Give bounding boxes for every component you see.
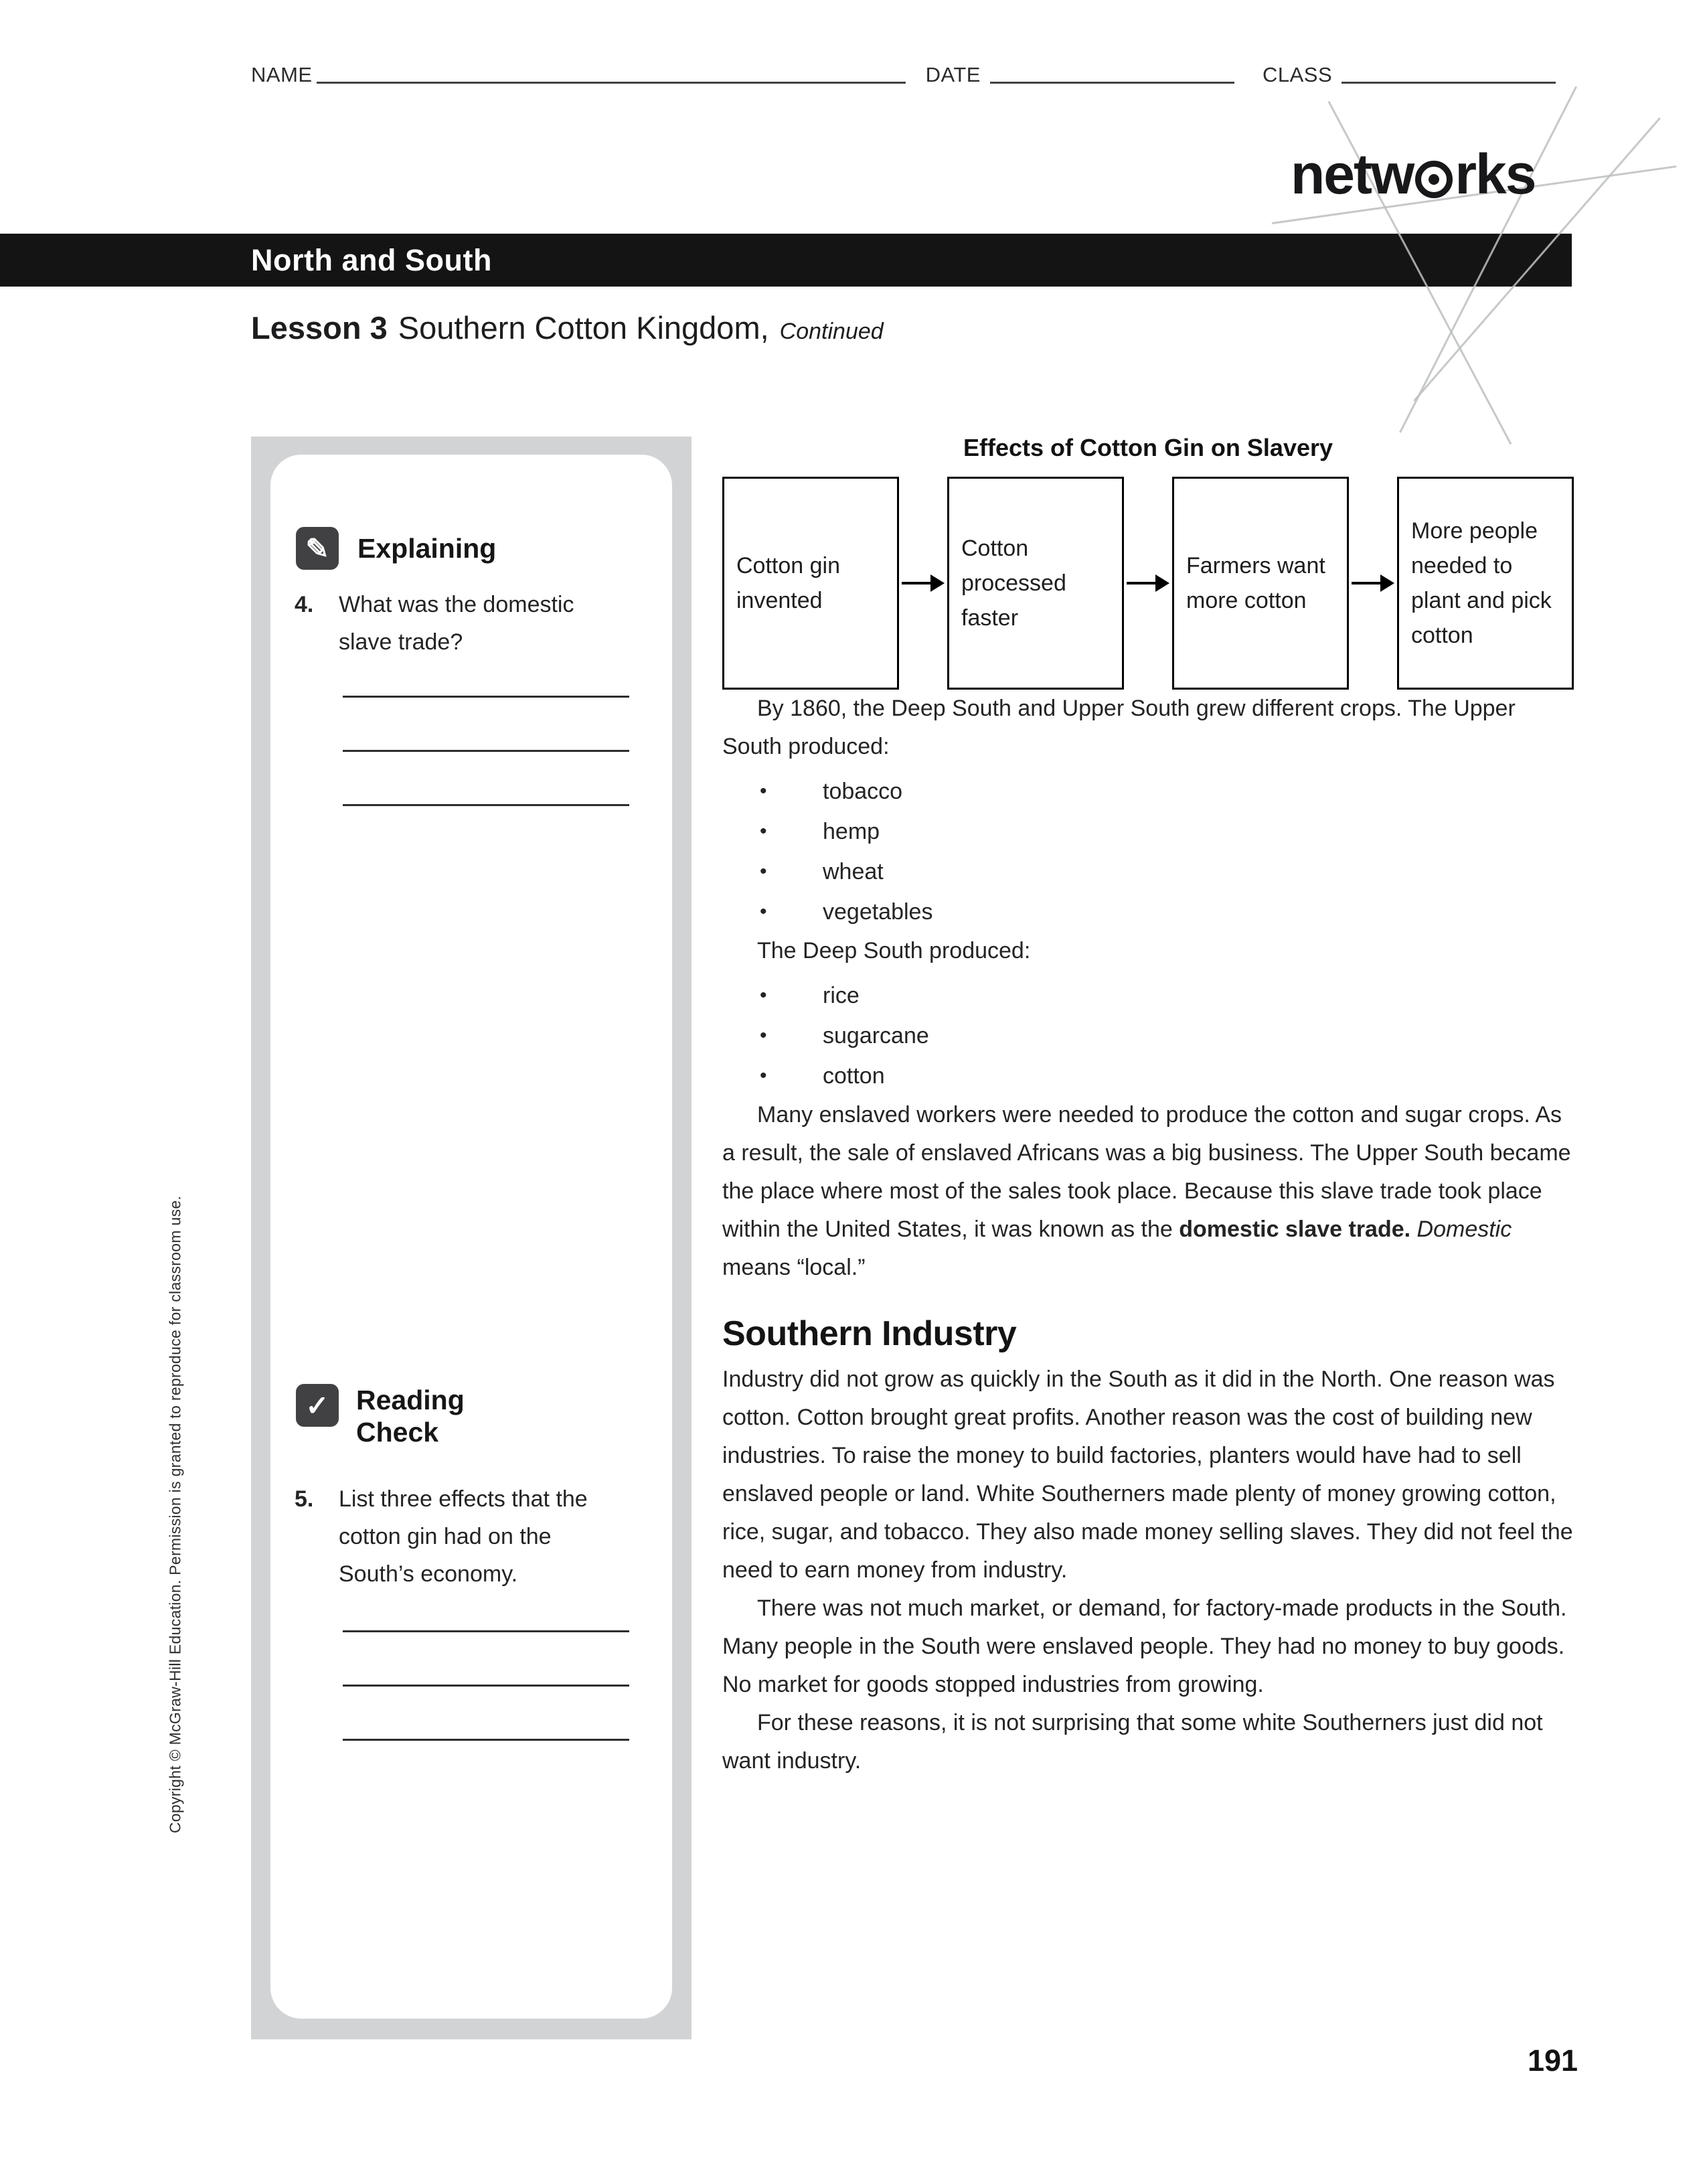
lesson-continued-label: Continued: [779, 319, 884, 344]
logo-disc-icon: [1415, 161, 1453, 198]
paragraph-industry-growth: Industry did not grow as quickly in the South as it did in the North. One reason was cotton. Cotton brought great profits. Another reason was the cost of building new industries. To raise the money to build factories, planters would have had to sell enslaved people or land. White Southerners made plenty of money growing cotton, rice, sugar, and tobacco. They also made money selling slaves. They did not feel the need to earn money from industry.: [722, 1367, 1573, 1583]
checkmark-icon: ✓: [296, 1384, 339, 1427]
list-item: • vegetables: [760, 892, 1574, 932]
upper-south-crops-list: [722, 771, 1574, 932]
main-content: [722, 434, 1574, 1780]
chapter-title: North and South: [251, 242, 492, 277]
lesson-number: Lesson 3: [251, 310, 388, 345]
section-heading-southern-industry: Southern Industry: [722, 1314, 1017, 1353]
list-item: • cotton: [760, 1056, 1574, 1096]
list-item: • rice: [760, 976, 1574, 1016]
answer-blank-line: [343, 1578, 629, 1632]
copyright-notice: Copyright © McGraw-Hill Education. Permission is granted to reproduce for classroom use.: [166, 1195, 184, 1834]
paragraph-no-market: There was not much market, or demand, for factory-made products in the South. Many people in the South were enslaved people. They had no money to buy goods. No market for goods stopped industries from growing.: [722, 1595, 1567, 1697]
flowchart-box-4-text: More people needed to plant and pick cotton: [1411, 518, 1552, 648]
flowchart-arrow-icon: [1124, 477, 1172, 690]
question-5-text: List three effects that the cotton gin had on the South’s economy.: [339, 1486, 588, 1587]
flowchart-box-1-text: Cotton gin invented: [736, 553, 840, 613]
paragraph-by-1860: By 1860, the Deep South and Upper South grew different crops. The Upper South produced:: [722, 696, 1516, 759]
answer-blank-line: [343, 643, 629, 698]
list-item: • sugarcane: [760, 1016, 1574, 1056]
flowchart-box-2-text: Cotton processed faster: [961, 536, 1066, 631]
header-fill-in-line: [251, 64, 1568, 86]
lesson-heading: [251, 309, 884, 346]
flowchart-box-3-text: Farmers want more cotton: [1186, 553, 1325, 613]
flowchart-box-3: [1172, 477, 1349, 690]
flowchart-box-4: [1397, 477, 1574, 690]
name-blank-line: [317, 82, 906, 84]
lesson-title: Southern Cotton Kingdom,: [398, 310, 769, 345]
reading-check-title-line1: Reading: [356, 1385, 465, 1415]
class-label: CLASS: [1262, 63, 1333, 86]
bold-term-domestic-slave-trade: domestic slave trade.: [1179, 1217, 1411, 1242]
flowchart-box-2: [947, 477, 1124, 690]
flowchart-box-1: [722, 477, 899, 690]
class-blank-line: [1342, 82, 1556, 84]
answer-blank-line: [343, 698, 629, 752]
logo-text-right: rks: [1455, 143, 1536, 206]
question-4-answer-lines: [343, 643, 629, 806]
deep-south-crops-list: [722, 976, 1574, 1096]
logo-text-left: netw: [1291, 143, 1414, 206]
list-item: • tobacco: [760, 771, 1574, 811]
flowchart-title: Effects of Cotton Gin on Slavery: [963, 434, 1333, 461]
paragraph-conclusion: For these reasons, it is not surprising that some white Southerners just did not want industry.: [722, 1710, 1543, 1774]
sidebar-card: [270, 455, 672, 2019]
paragraph-text: Many enslaved workers were needed to produce the cotton and sugar crops. As a result, the sale of enslaved Africans was a big business. The Upper South became the place where most of the sales took place. Because this slave trade took place within the United States, it was known as the: [722, 1102, 1571, 1242]
flowchart-arrow-icon: [899, 477, 947, 690]
paragraph-text: means “local.”: [722, 1255, 866, 1280]
paragraph-domestic-slave-trade: [722, 1096, 1574, 1287]
question-4-number: 4.: [295, 592, 314, 617]
explaining-header: [296, 527, 496, 570]
question-5-number: 5.: [295, 1486, 314, 1512]
sidebar-panel: [251, 437, 692, 2039]
reading-check-header: [296, 1384, 465, 1448]
explaining-title: Explaining: [357, 533, 497, 564]
question-5-answer-lines: [343, 1578, 629, 1741]
name-label: NAME: [251, 63, 313, 86]
list-item: • wheat: [760, 852, 1574, 892]
networks-logo: [1291, 142, 1535, 207]
question-4-text: What was the domestic slave trade?: [339, 592, 574, 655]
answer-blank-line: [343, 1632, 629, 1687]
reading-check-title-line2: Check: [356, 1417, 439, 1448]
flowchart-arrow-icon: [1349, 477, 1397, 690]
list-item: • hemp: [760, 811, 1574, 852]
page-number: 191: [1528, 2043, 1578, 2078]
writing-hand-icon: ✎: [296, 527, 339, 570]
chapter-banner: [0, 234, 1572, 287]
italic-term-domestic: Domestic: [1416, 1217, 1512, 1242]
date-label: DATE: [925, 63, 981, 86]
reading-check-title: [356, 1384, 465, 1448]
answer-blank-line: [343, 752, 629, 806]
answer-blank-line: [343, 1687, 629, 1741]
date-blank-line: [990, 82, 1234, 84]
question-5: [295, 1480, 628, 1593]
deep-south-intro: The Deep South produced:: [757, 938, 1031, 963]
flowchart: [722, 477, 1574, 690]
